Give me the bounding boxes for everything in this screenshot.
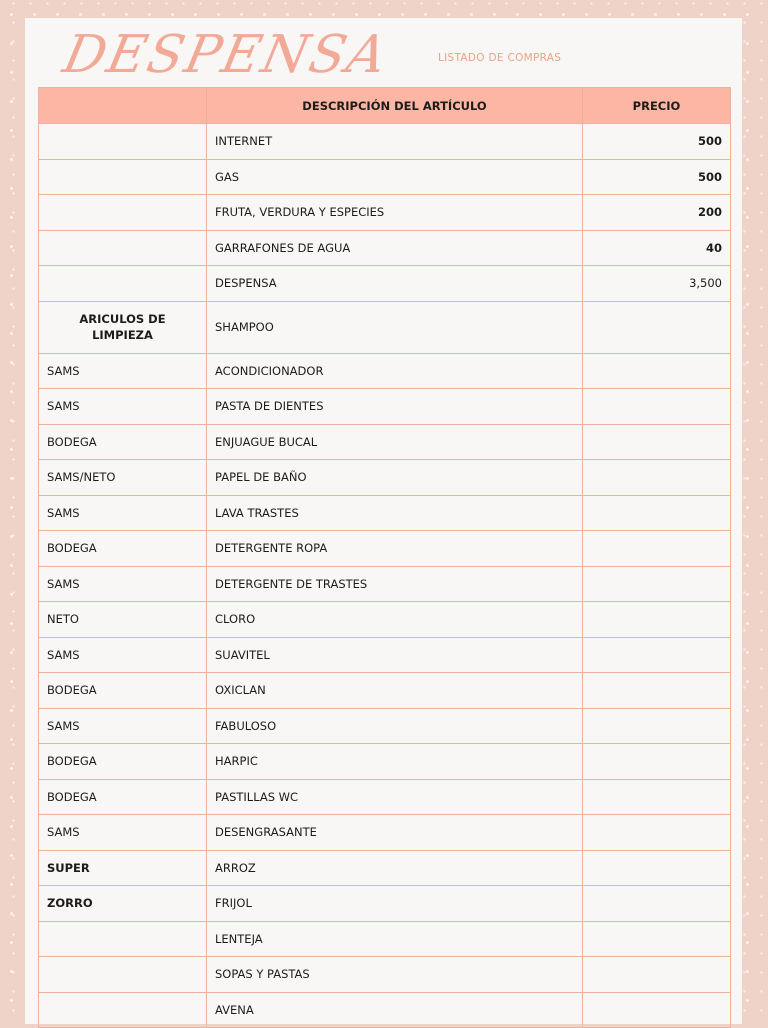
table-row [39, 460, 731, 496]
table-row [39, 673, 731, 709]
table-row [39, 266, 731, 302]
price-cell [583, 673, 731, 709]
table-row [39, 195, 731, 231]
table-row [39, 566, 731, 602]
store-cell: NETO [39, 602, 207, 638]
item-cell: DESENGRASANTE [207, 815, 583, 851]
table-row [39, 637, 731, 673]
item-cell: OXICLAN [207, 673, 583, 709]
store-cell: BODEGA [39, 531, 207, 567]
price-cell [583, 424, 731, 460]
price-cell: 500 [583, 124, 731, 160]
item-cell: DESPENSA [207, 266, 583, 302]
item-cell: CLORO [207, 602, 583, 638]
item-cell: DETERGENTE DE TRASTES [207, 566, 583, 602]
item-cell: GAS [207, 159, 583, 195]
store-cell: BODEGA [39, 424, 207, 460]
price-cell [583, 531, 731, 567]
store-cell: BODEGA [39, 673, 207, 709]
store-cell: SUPER [39, 850, 207, 886]
item-cell: ENJUAGUE BUCAL [207, 424, 583, 460]
table-row [39, 992, 731, 1028]
price-cell [583, 566, 731, 602]
store-cell: ZORRO [39, 886, 207, 922]
store-cell [39, 957, 207, 993]
price-cell [583, 460, 731, 496]
price-cell [583, 353, 731, 389]
store-cell: SAMS [39, 815, 207, 851]
store-cell: BODEGA [39, 744, 207, 780]
item-cell: INTERNET [207, 124, 583, 160]
table-row [39, 159, 731, 195]
item-cell: AVENA [207, 992, 583, 1028]
shopping-table [38, 87, 731, 1028]
table-row [39, 531, 731, 567]
store-cell: BODEGA [39, 779, 207, 815]
store-cell: SAMS [39, 708, 207, 744]
item-cell: FABULOSO [207, 708, 583, 744]
table-row [39, 744, 731, 780]
price-cell [583, 886, 731, 922]
item-cell: PASTA DE DIENTES [207, 389, 583, 425]
price-cell [583, 744, 731, 780]
column-header-store [39, 88, 207, 124]
item-cell: LAVA TRASTES [207, 495, 583, 531]
item-cell: ARROZ [207, 850, 583, 886]
table-row [39, 815, 731, 851]
item-cell: SUAVITEL [207, 637, 583, 673]
price-cell [583, 957, 731, 993]
price-cell [583, 921, 731, 957]
store-cell: SAMS [39, 637, 207, 673]
table-row [39, 353, 731, 389]
price-cell [583, 708, 731, 744]
item-cell: SHAMPOO [207, 301, 583, 353]
item-cell: PASTILLAS WC [207, 779, 583, 815]
price-cell: 200 [583, 195, 731, 231]
item-cell: FRIJOL [207, 886, 583, 922]
item-cell: DETERGENTE ROPA [207, 531, 583, 567]
store-cell [39, 159, 207, 195]
store-cell [39, 992, 207, 1028]
table-row [39, 850, 731, 886]
price-cell [583, 637, 731, 673]
store-cell [39, 195, 207, 231]
store-cell [39, 230, 207, 266]
store-cell: SAMS [39, 389, 207, 425]
table-row [39, 957, 731, 993]
table-row [39, 708, 731, 744]
store-cell: SAMS [39, 353, 207, 389]
page-subtitle: LISTADO DE COMPRAS [438, 52, 562, 64]
store-cell: SAMS [39, 495, 207, 531]
store-cell [39, 124, 207, 160]
table-row [39, 495, 731, 531]
column-header-description: DESCRIPCIÓN DEL ARTÍCULO [207, 88, 583, 124]
price-cell [583, 992, 731, 1028]
price-cell [583, 779, 731, 815]
table-row [39, 389, 731, 425]
shopping-table-container [38, 87, 730, 1028]
page-title: DESPENSA [58, 25, 394, 85]
price-cell [583, 301, 731, 353]
store-cell: SAMS/NETO [39, 460, 207, 496]
price-cell [583, 850, 731, 886]
price-cell [583, 602, 731, 638]
item-cell: FRUTA, VERDURA Y ESPECIES [207, 195, 583, 231]
column-header-price: PRECIO [583, 88, 731, 124]
table-row [39, 602, 731, 638]
price-cell [583, 389, 731, 425]
table-row [39, 424, 731, 460]
price-cell: 40 [583, 230, 731, 266]
store-cell [39, 266, 207, 302]
item-cell: GARRAFONES DE AGUA [207, 230, 583, 266]
price-cell [583, 815, 731, 851]
price-cell: 3,500 [583, 266, 731, 302]
document-page [25, 18, 742, 1024]
item-cell: LENTEJA [207, 921, 583, 957]
table-header-row [39, 88, 731, 124]
store-cell [39, 921, 207, 957]
item-cell: SOPAS Y PASTAS [207, 957, 583, 993]
table-row [39, 779, 731, 815]
category-cell: ARICULOS DE LIMPIEZA [39, 301, 207, 353]
table-row [39, 230, 731, 266]
table-row [39, 921, 731, 957]
store-cell: SAMS [39, 566, 207, 602]
table-row [39, 886, 731, 922]
item-cell: PAPEL DE BAÑO [207, 460, 583, 496]
item-cell: ACONDICIONADOR [207, 353, 583, 389]
item-cell: HARPIC [207, 744, 583, 780]
price-cell [583, 495, 731, 531]
price-cell: 500 [583, 159, 731, 195]
table-row [39, 124, 731, 160]
table-row [39, 301, 731, 353]
